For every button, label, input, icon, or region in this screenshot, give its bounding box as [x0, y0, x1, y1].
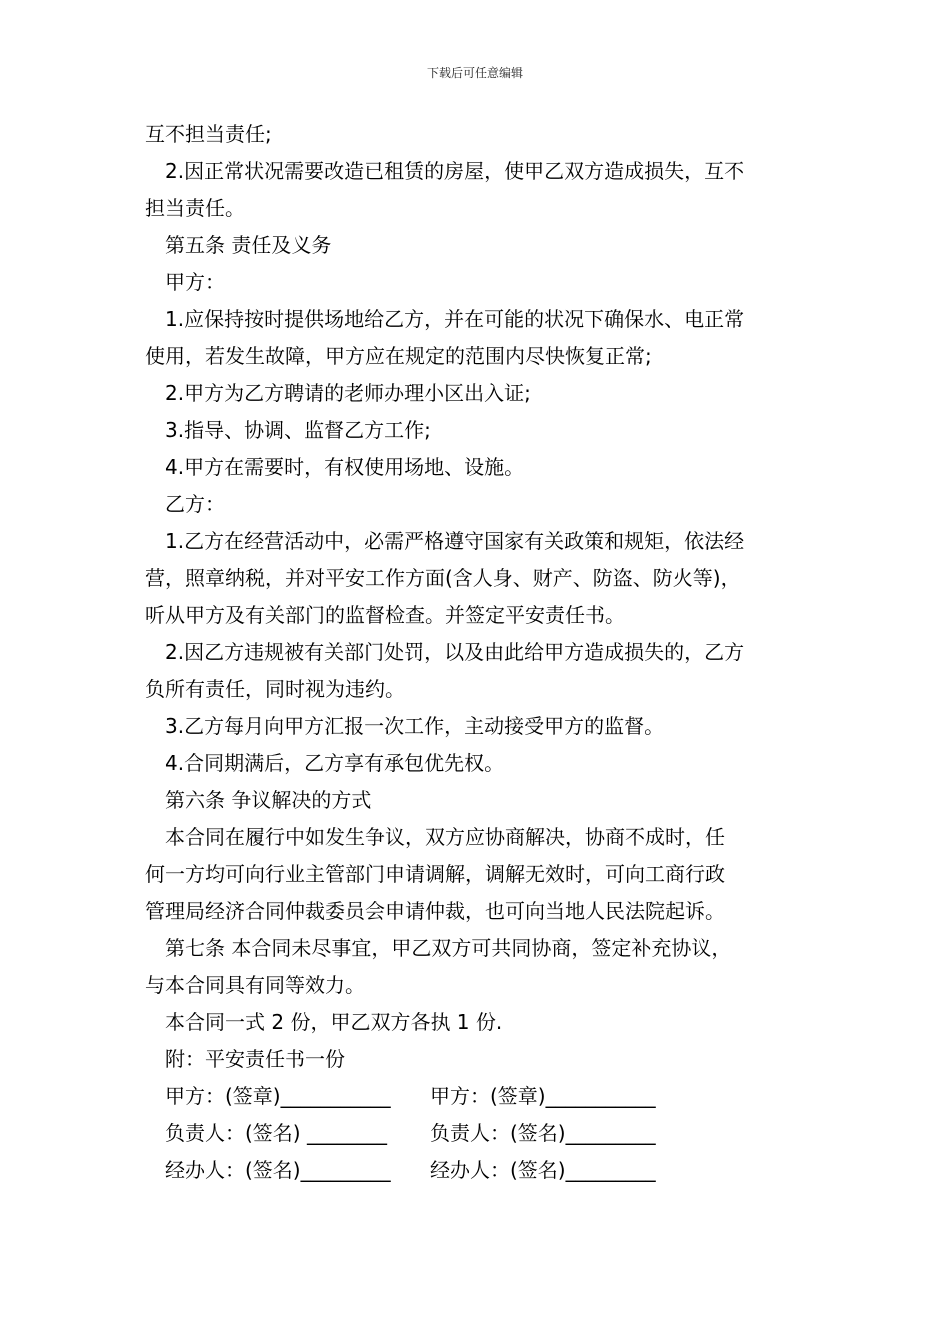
- text-line: 3.乙方每月向甲方汇报一次工作，主动接受甲方的监督。: [165, 714, 665, 738]
- contract-text: [145, 116, 810, 1078]
- signature-party-a: 甲方：(签章)___________: [165, 1084, 391, 1108]
- text-line: 1.应保持按时提供场地给乙方，并在可能的状况下确保水、电正常: [165, 307, 745, 331]
- text-line: 互不担当责任;: [145, 122, 272, 146]
- signature-party-a: 负责人：(签名) ________: [165, 1121, 387, 1145]
- text-line: 4.合同期满后，乙方享有承包优先权。: [165, 751, 505, 775]
- text-line: 使用，若发生故障，甲方应在规定的范围内尽快恢复正常;: [145, 344, 652, 368]
- signature-party-b: 甲方：(签章)___________: [430, 1084, 656, 1108]
- text-line: 负所有责任，同时视为违约。: [145, 677, 405, 701]
- page-header: 下载后可任意编辑: [426, 66, 523, 80]
- text-line: 第六条 争议解决的方式: [165, 788, 372, 812]
- contract-body: [145, 116, 810, 1189]
- text-line: 营，照章纳税，并对平安工作方面(含人身、财产、防盗、防火等)，: [145, 566, 741, 590]
- signature-party-a: 经办人：(签名)_________: [165, 1158, 391, 1182]
- text-line: 附：平安责任书一份: [165, 1047, 345, 1071]
- text-line: 3.指导、协调、监督乙方工作;: [165, 418, 431, 442]
- text-line: 第七条 本合同未尽事宜，甲乙双方可共同协商，签定补充协议，: [165, 936, 732, 960]
- text-line: 何一方均可向行业主管部门申请调解，调解无效时，可向工商行政: [145, 862, 725, 886]
- signature-party-b: 经办人：(签名)_________: [430, 1158, 656, 1182]
- signature-party-b: 负责人：(签名)_________: [430, 1121, 656, 1145]
- text-line: 1.乙方在经营活动中，必需严格遵守国家有关政策和规矩，依法经: [165, 529, 745, 553]
- text-line: 管理局经济合同仲裁委员会申请仲裁，也可向当地人民法院起诉。: [145, 899, 725, 923]
- text-line: 本合同一式 2 份，甲乙双方各执 1 份.: [165, 1010, 503, 1034]
- text-line: 乙方：: [165, 492, 225, 516]
- text-line: 2.因乙方违规被有关部门处罚，以及由此给甲方造成损失的，乙方: [165, 640, 745, 664]
- text-line: 2.甲方为乙方聘请的老师办理小区出入证;: [165, 381, 531, 405]
- text-line: 担当责任。: [145, 196, 245, 220]
- text-line: 听从甲方及有关部门的监督检查。并签定平安责任书。: [145, 603, 625, 627]
- text-line: 甲方：: [165, 270, 225, 294]
- signature-row: [145, 1115, 810, 1152]
- signature-block: [145, 1078, 810, 1189]
- signature-row: [145, 1152, 810, 1189]
- text-line: 第五条 责任及义务: [165, 233, 332, 257]
- text-line: 本合同在履行中如发生争议，双方应协商解决，协商不成时，任: [165, 825, 725, 849]
- text-line: 与本合同具有同等效力。: [145, 973, 365, 997]
- text-line: 4.甲方在需要时，有权使用场地、设施。: [165, 455, 525, 479]
- text-line: 2.因正常状况需要改造已租赁的房屋，使甲乙双方造成损失，互不: [165, 159, 745, 183]
- signature-row: [145, 1078, 810, 1115]
